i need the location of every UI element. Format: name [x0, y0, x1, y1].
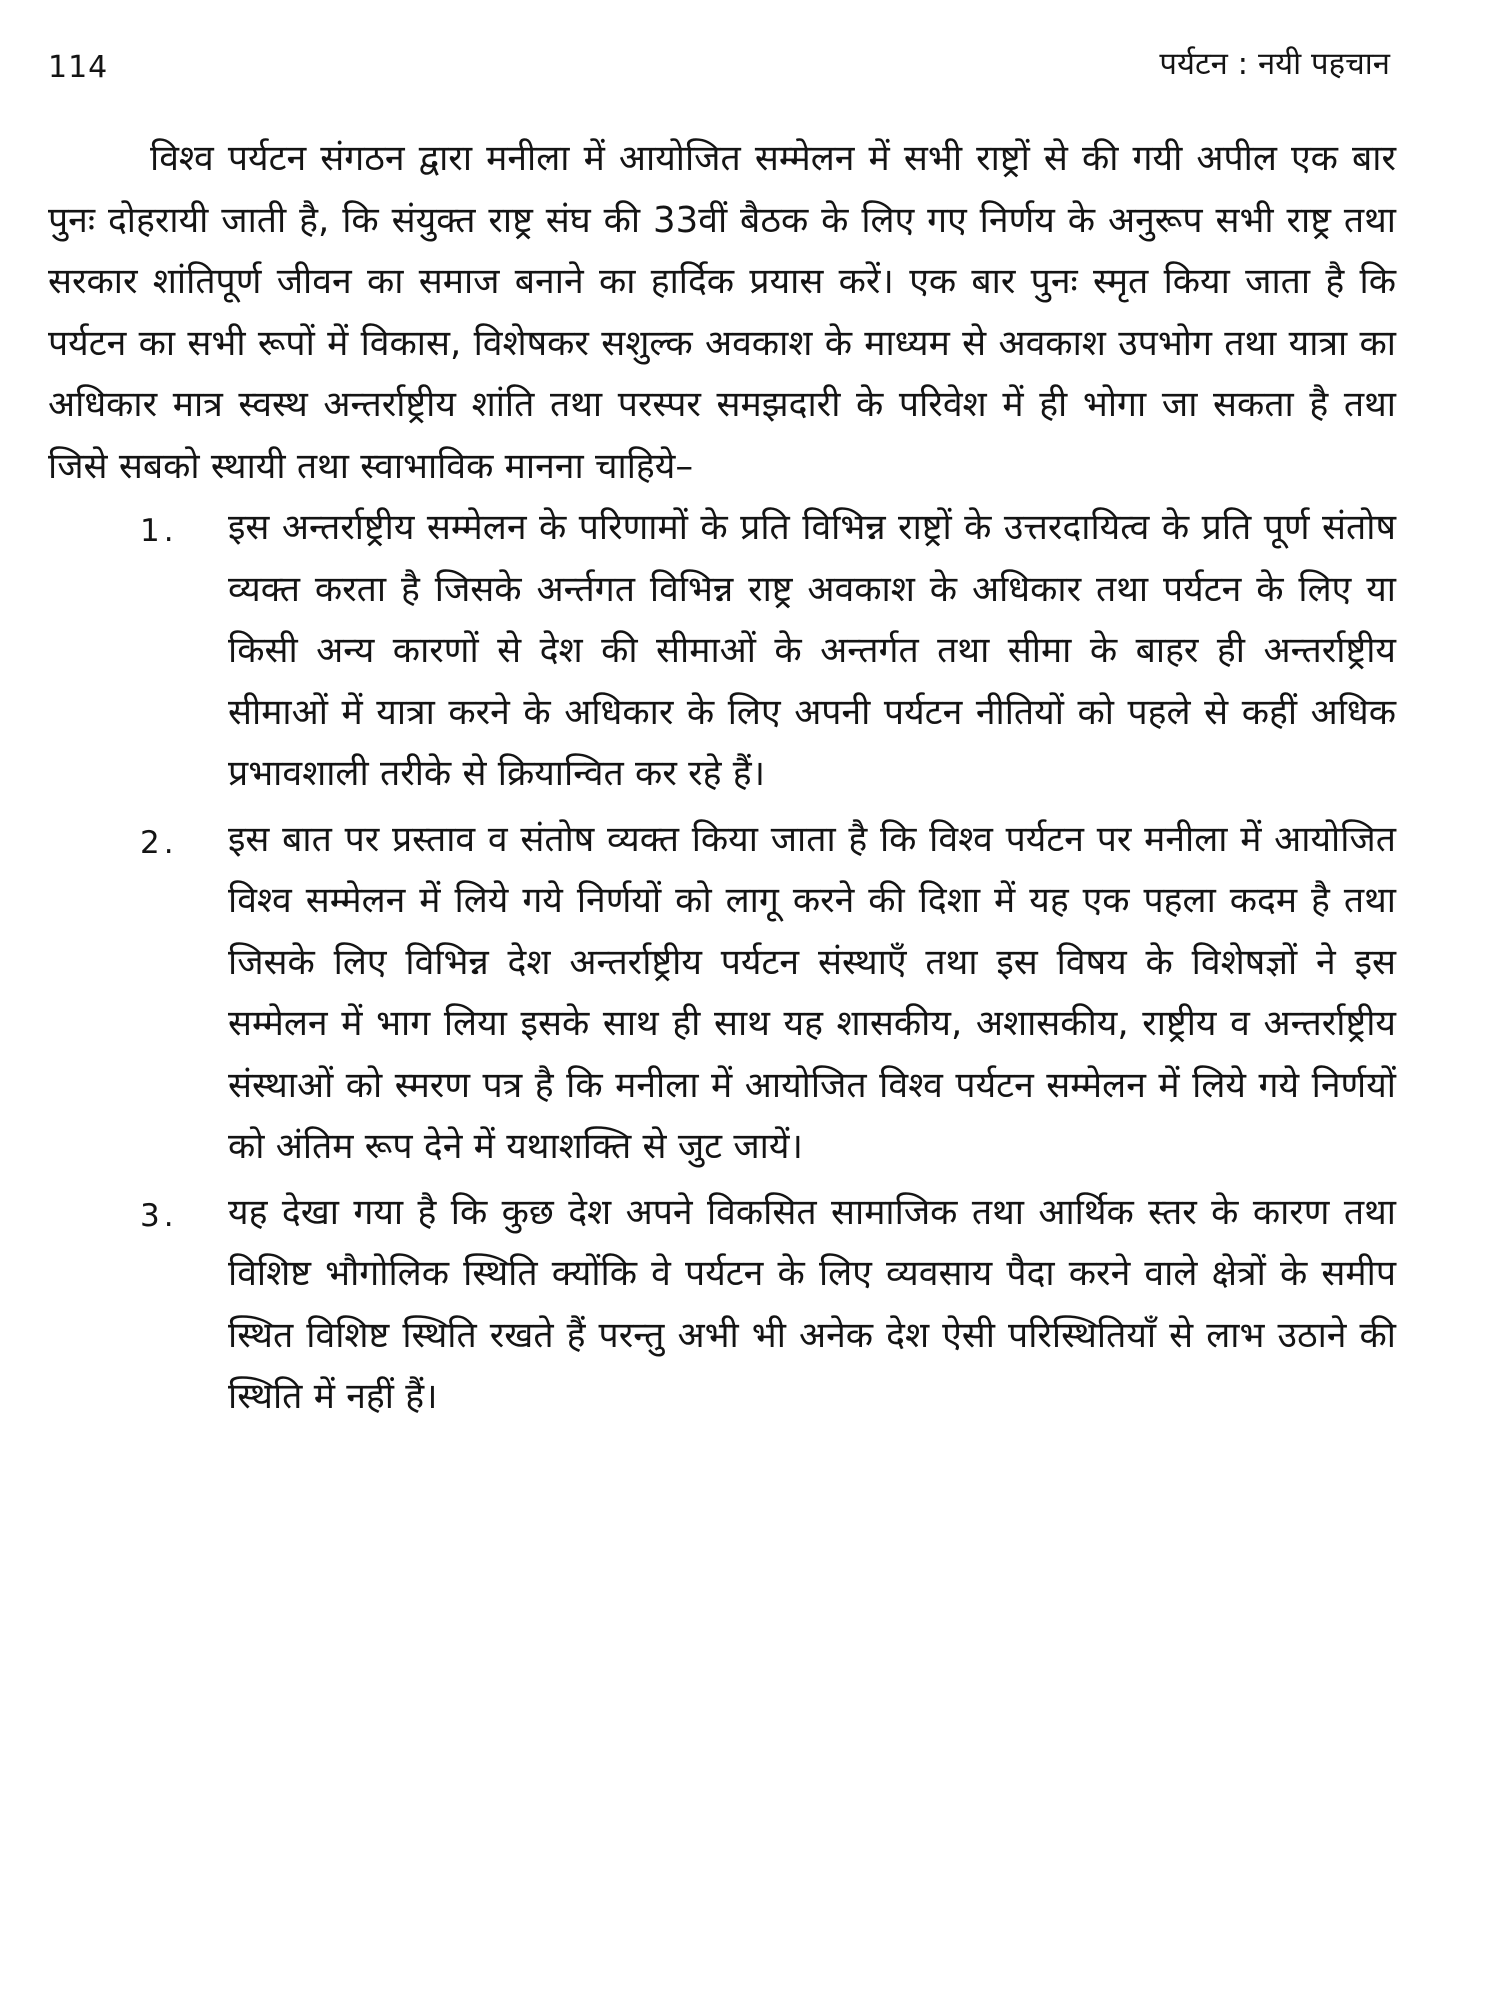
running-header: पर्यटन : नयी पहचान [1159, 46, 1390, 82]
list-item-number: 2. [140, 824, 178, 861]
list-item-text: यह देखा गया है कि कुछ देश अपने विकसित सामाजिक तथा आर्थिक स्तर के कारण तथा विशिष्ट भौगोलिक स्थिति क्योंकि वे पर्यटन के लिए व्यवसाय पैदा करने वाले क्षेत्रों के समीप स्थित विशिष्ट स्थिति रखते हैं परन्तु अभी भी अनेक देश ऐसी परिस्थितियाँ से लाभ उठाने की स्थिति में नहीं हैं। [228, 1191, 1396, 1417]
list-item [48, 497, 1396, 805]
list-item-number: 1. [140, 513, 178, 549]
numbered-list [48, 497, 1396, 1428]
list-item-text: इस बात पर प्रस्ताव व संतोष व्यक्त किया जाता है कि विश्व पर्यटन पर मनीला में आयोजित विश्व सम्मेलन में लिये गये निर्णयों को लागू करने की दिशा में यह एक पहला कदम है तथा जिसके लिए विभिन्न देश अन्तर्राष्ट्रीय पर्यटन संस्थाएँ तथा इस विषय के विशेषज्ञों ने इस सम्मेलन में भाग लिया इसके साथ ही साथ यह शासकीय, अशासकीय, राष्ट्रीय व अन्तर्राष्ट्रीय संस्थाओं को स्मरण पत्र है कि मनीला में आयोजित विश्व पर्यटन सम्मेलन में लिये गये निर्णयों को अंतिम रूप देने में यथाशक्ति से जुट जायें। [228, 818, 1396, 1167]
page-body [48, 128, 1396, 1428]
intro-paragraph: विश्व पर्यटन संगठन द्वारा मनीला में आयोजित सम्मेलन में सभी राष्ट्रों से की गयी अपील एक बार पुनः दोहरायी जाती है, कि संयुक्त राष्ट्र संघ की 33वीं बैठक के लिए गए निर्णय के अनुरूप सभी राष्ट्र तथा सरकार शांतिपूर्ण जीवन का समाज बनाने का हार्दिक प्रयास करें। एक बार पुनः स्मृत किया जाता है कि पर्यटन का सभी रूपों में विकास, विशेषकर सशुल्क अवकाश के माध्यम से अवकाश उपभोग तथा यात्रा का अधिकार मात्र स्वस्थ अन्तर्राष्ट्रीय शांति तथा परस्पर समझदारी के परिवेश में ही भोगा जा सकता है तथा जिसे सबको स्थायी तथा स्वाभाविक मानना चाहिये– [48, 138, 1396, 487]
list-item-number: 3. [140, 1197, 178, 1234]
list-item [48, 809, 1396, 1178]
list-item-text: इस अन्तर्राष्ट्रीय सम्मेलन के परिणामों के प्रति विभिन्न राष्ट्रों के उत्तरदायित्व के प्रति पूर्ण संतोष व्यक्त करता है जिसके अर्न्तगत विभिन्न राष्ट्र अवकाश के अधिकार तथा पर्यटन के लिए या किसी अन्य कारणों से देश की सीमाओं के अन्तर्गत तथा सीमा के बाहर ही अन्तर्राष्ट्रीय सीमाओं में यात्रा करने के अधिकार के लिए अपनी पर्यटन नीतियों को पहले से कहीं अधिक प्रभावशाली तरीके से क्रियान्वित कर रहे हैं। [228, 507, 1396, 794]
list-item [48, 1182, 1396, 1428]
page-number: 114 [48, 50, 109, 85]
